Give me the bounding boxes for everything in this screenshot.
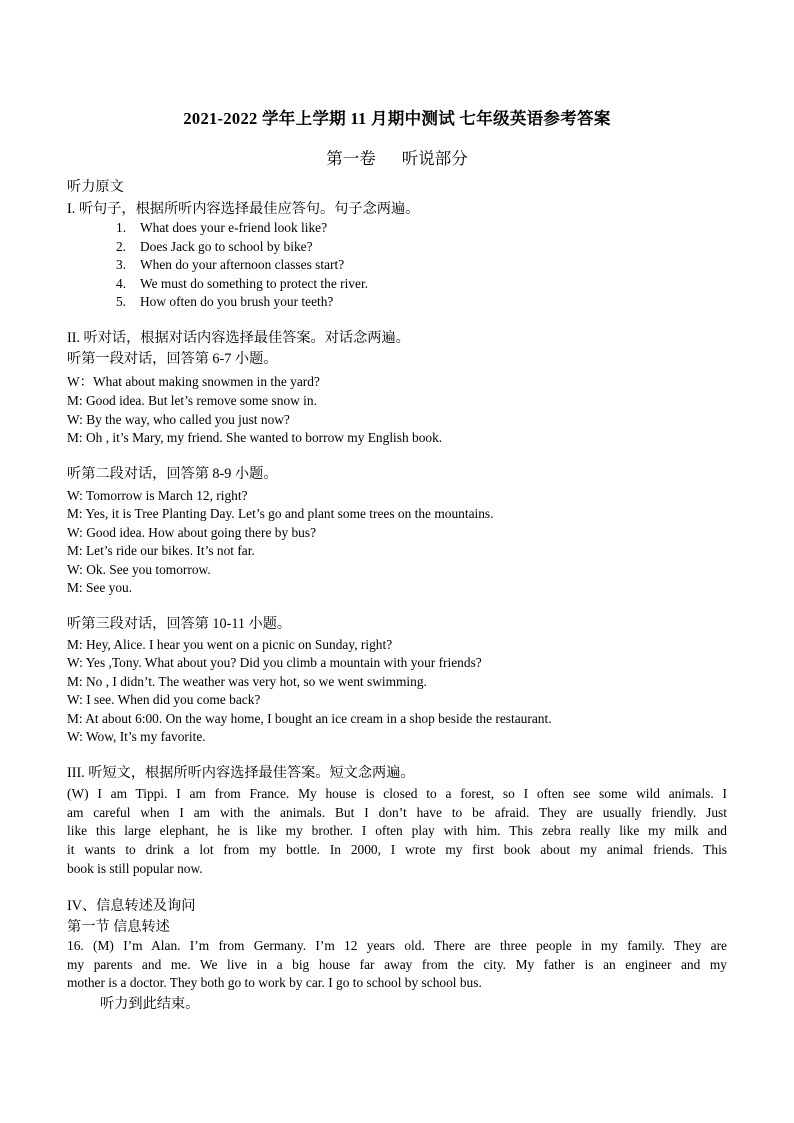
listening-transcript-label: 听力原文 — [67, 179, 124, 195]
part4-subheading: 第一节 信息转述 — [67, 919, 170, 935]
part4-heading: IV、信息转述及询问 — [67, 898, 196, 914]
list-item: 4. We must do something to protect the river. — [116, 276, 369, 291]
dialogue-line: W: Yes ,Tony. What about you? Did you climb a mountain with your friends? — [67, 655, 482, 670]
volume-label: 第一卷 — [326, 149, 376, 168]
dialogue-line: M: Yes, it is Tree Planting Day. Let’s go and plant some trees on the mountains. — [67, 506, 494, 521]
list-item: 5. How often do you brush your teeth? — [116, 294, 334, 309]
dialogue-line: M: Hey, Alice. I hear you went on a picnic on Sunday, right? — [67, 637, 393, 652]
dialogue-line: M: Oh , it’s Mary, my friend. She wanted to borrow my English book. — [67, 430, 443, 445]
dialogue-line: M: At about 6:00. On the way home, I bought an ice cream in a shop beside the restaurant. — [67, 711, 552, 726]
dialogue-line: M: Let’s ride our bikes. It’s not far. — [67, 543, 255, 558]
part2-heading: II. 听对话，根据对话内容选择最佳答案。对话念两遍。 — [67, 330, 410, 346]
dialogue-line: W：What about making snowmen in the yard? — [67, 374, 320, 389]
dialogue-line: W: By the way, who called you just now? — [67, 412, 290, 427]
list-item: 2. Does Jack go to school by bike? — [116, 239, 313, 254]
dialogue-line: W: I see. When did you come back? — [67, 692, 261, 707]
list-item: 1. What does your e-friend look like? — [116, 220, 328, 235]
dialogue1-heading: 听第一段对话，回答第 6-7 小题。 — [67, 351, 278, 367]
passage-text: (W) I am Tippi. I am from France. My house is closed to a forest, so I often see some wild animals. I am careful when I am with the animals. But I don’t have to be afraid. They are usually friendly. Just like this large elephant, he is like my brother. I often play with him. This zebra really like my milk and it wants to drink a lot from my bottle. In 2000, I wrote my first book about my animal friends. This book is still popular now. — [67, 786, 727, 876]
dialogue-line: W: Tomorrow is March 12, right? — [67, 488, 248, 503]
part1-heading: I. 听句子，根据所听内容选择最佳应答句。句子念两遍。 — [67, 201, 420, 217]
dialogue-line: W: Ok. See you tomorrow. — [67, 562, 211, 577]
listening-end-note: 听力到此结束。 — [100, 996, 200, 1012]
page-title: 2021-2022 学年上学期 11 月期中测试 七年级英语参考答案 — [183, 109, 611, 128]
list-item: 3. When do your afternoon classes start? — [116, 257, 345, 272]
dialogue3-heading: 听第三段对话，回答第 10-11 小题。 — [67, 616, 292, 632]
section-name: 听说部分 — [401, 149, 468, 168]
dialogue-line: W: Good idea. How about going there by bus? — [67, 525, 317, 540]
retelling-text: 16. (M) I’m Alan. I’m from Germany. I’m 12 years old. There are three people in my family. They are my parents and me. We live in a big house far away from the city. My father is an engineer and my mother is a doctor. They both go to work by car. I go to school by school bus. — [67, 938, 727, 991]
part3-heading: III. 听短文，根据所听内容选择最佳答案。短文念两遍。 — [67, 765, 415, 781]
dialogue-line: M: See you. — [67, 580, 133, 595]
dialogue-line: M: Good idea. But let’s remove some snow in. — [67, 393, 317, 408]
dialogue2-heading: 听第二段对话，回答第 8-9 小题。 — [67, 466, 278, 482]
page-subtitle — [0, 145, 794, 169]
dialogue-line: M: No , I didn’t. The weather was very hot, so we went swimming. — [67, 674, 427, 689]
dialogue-line: W: Wow, It’s my favorite. — [67, 729, 206, 744]
